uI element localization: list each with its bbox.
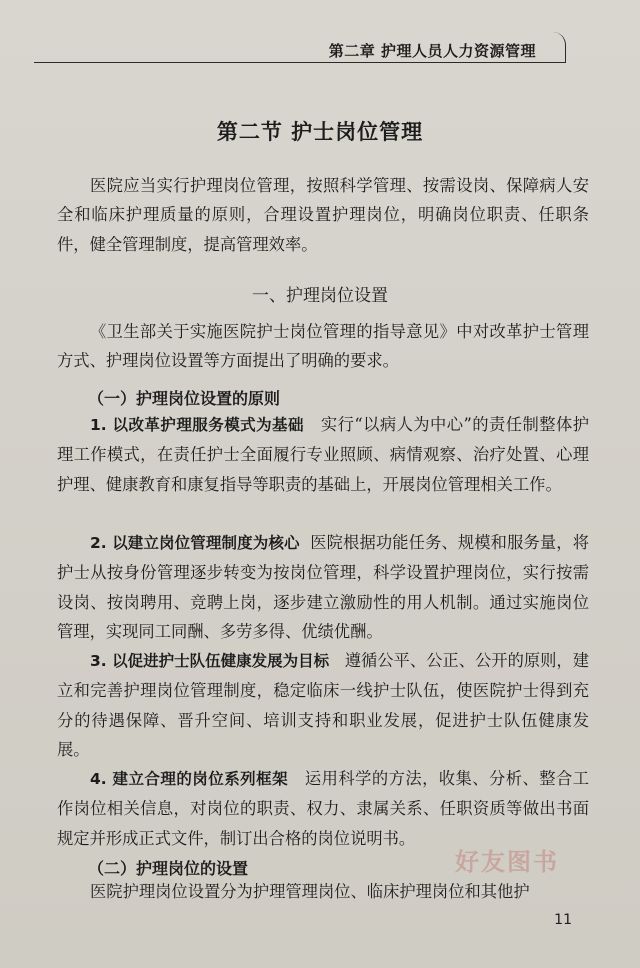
heading-principles: （一）护理岗位设置的原则: [88, 389, 281, 408]
principle-title-2: 2. 以建立岗位管理制度为核心: [90, 534, 300, 552]
running-header: [34, 34, 566, 63]
principle-text-1: 实行“以病人为中心”的责任制整体护理工作模式，在责任护士全面履行专业照顾、病情观察、治疗处置、心理护理、健康教育和康复指导等职责的基础上，开展岗位管理相关工作。: [57, 415, 589, 494]
header-ornament: [553, 32, 566, 62]
principle-text-3: 遵循公平、公正、公开的原则，建立和完善护理岗位管理制度，稳定临床一线护士队伍，使医院护士得到充分的待遇保障、晋升空间、培训支持和职业发展，促进护士队伍健康发展。: [57, 651, 589, 760]
principle-item-2: [57, 528, 589, 647]
heading-post-setting: （二）护理岗位的设置: [88, 859, 249, 878]
chapter-title: 第二章 护理人员人力资源管理: [328, 42, 536, 60]
intro-paragraph: 医院应当实行护理岗位管理，按照科学管理、按需设岗、保障病人安全和临床护理质量的原则，合理设置护理岗位，明确岗位职责、任职条件，健全管理制度，提高管理效率。: [57, 176, 589, 254]
principle-title-4: 4. 建立合理的岗位系列框架: [90, 770, 289, 788]
principle-item-1: [57, 410, 589, 499]
closing-line: 医院护理岗位设置分为护理管理岗位、临床护理岗位和其他护: [90, 882, 530, 901]
subheading-post-setup: 一、护理岗位设置: [252, 286, 388, 306]
guidance-paragraph: 《卫生部关于实施医院护士岗位管理的指导意见》中对改革护士管理方式、护理岗位设置等方面提出了明确的要求。: [57, 322, 589, 371]
section-title: 第二节 护士岗位管理: [216, 120, 424, 144]
principle-text-2: 医院根据功能任务、规模和服务量，将护士从按身份管理逐步转变为按岗位管理，科学设置护理岗位，实行按需设岗、按岗聘用、竞聘上岗，逐步建立激励性的用人机制。通过实施岗位管理，实现同工同酬、多劳多得、优绩优酬。: [57, 533, 589, 642]
principle-item-4: [57, 764, 589, 853]
page-number: 11: [554, 912, 572, 928]
principle-title-3: 3. 以促进护士队伍健康发展为目标: [90, 652, 330, 670]
principle-text-4: 运用科学的方法，收集、分析、整合工作岗位相关信息，对岗位的职责、权力、隶属关系、任职资质等做出书面规定并形成正式文件，制订出合格的岗位说明书。: [57, 769, 589, 848]
principle-item-3: [57, 646, 589, 765]
principle-title-1: 1. 以改革护理服务模式为基础: [90, 416, 304, 434]
publisher-watermark: 好友图书: [455, 847, 559, 876]
